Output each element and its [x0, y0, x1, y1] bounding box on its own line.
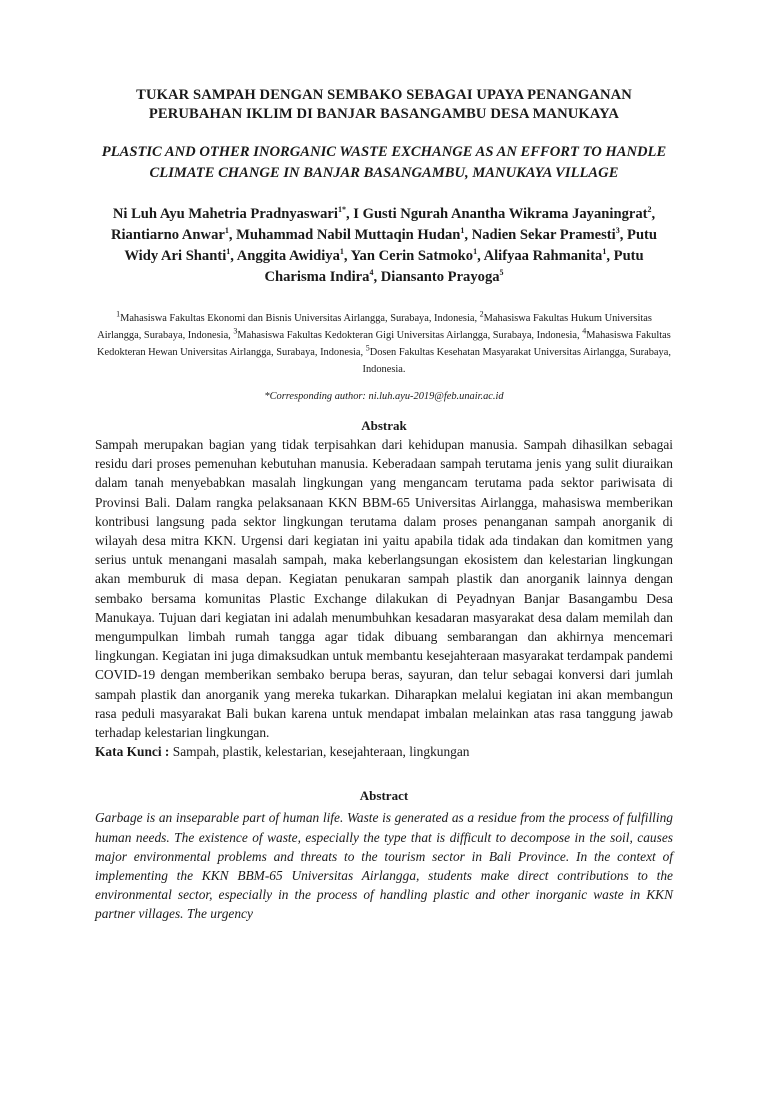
author-affiliation-mark: 1	[224, 226, 229, 236]
affiliation-mark: 3	[233, 326, 238, 336]
author-name: Muhammad Nabil Muttaqin Hudan	[236, 227, 461, 243]
author-name: Diansanto Prayoga	[380, 269, 500, 285]
abstract-heading-en: Abstract	[359, 788, 409, 804]
corresponding-author: *Corresponding author: ni.luh.ayu-2019@feb.unair.ac.id	[264, 391, 504, 402]
keywords-label: Kata Kunci :	[95, 744, 170, 760]
affiliation-mark: 1	[116, 309, 121, 319]
author-affiliation-mark: 4	[369, 268, 374, 278]
author-affiliation-mark: 1	[473, 247, 478, 257]
author-affiliation-mark: 1*	[337, 205, 346, 215]
author-name: Putu Charisma Indira	[264, 248, 644, 285]
paper-page	[0, 86, 768, 1110]
affiliation-text: Mahasiswa Fakultas Kedokteran Hewan Universitas Airlangga, Surabaya, Indonesia,	[97, 330, 671, 358]
affiliations	[95, 310, 673, 378]
author-affiliation-mark: 2	[647, 205, 652, 215]
title-indonesian: TUKAR SAMPAH DENGAN SEMBAKO SEBAGAI UPAYA PENANGANAN PERUBAHAN IKLIM DI BANJAR BASANGAMBU DESA MANUKAYA	[136, 87, 632, 122]
affiliation-text: Mahasiswa Fakultas Kedokteran Gigi Universitas Airlangga, Surabaya, Indonesia,	[237, 330, 583, 341]
affiliation-mark: 2	[479, 309, 484, 319]
author-name: I Gusti Ngurah Anantha Wikrama Jayaningrat	[353, 206, 648, 222]
author-name: Alifyaa Rahmanita	[483, 248, 603, 264]
affiliation-text: Dosen Fakultas Kesehatan Masyarakat Universitas Airlangga, Surabaya, Indonesia.	[362, 347, 671, 375]
affiliation-text: Mahasiswa Fakultas Ekonomi dan Bisnis Universitas Airlangga, Surabaya, Indonesia,	[120, 313, 480, 324]
affiliation-mark: 5	[365, 343, 370, 353]
author-name: Yan Cerin Satmoko	[350, 248, 474, 264]
author-affiliation-mark: 1	[602, 247, 607, 257]
abstract-body-id: Sampah merupakan bagian yang tidak terpisahkan dari kehidupan manusia. Sampah dihasilkan sebagai residu dari proses pemenuhan kebutuhan manusia. Keberadaan sampah terutama jenis yang sulit diuraikan dalam tanah menyebabkan masalah lingkungan yang mengancam terutama pada sektor pariwisata di Provinsi Bali. Dalam rangka pelaksanaan KKN BBM-65 Universitas Airlangga, mahasiswa memberikan kontribusi langsung pada sektor lingkungan terutama dalam proses penanganan sampah anorganik di wilayah desa mitra KKN. Urgensi dari kegiatan ini yaitu apabila tidak ada tindakan dan komitmen yang serius untuk menangani masalah sampah, maka keberlangsungan ekosistem dan kelestarian lingkungan akan memburuk di masa depan. Kegiatan penukaran sampah plastik dan anorganik lainnya dengan sembako bersama komunitas Plastic Exchange dilakukan di Peyadnyan Banjar Basangambu Desa Manukaya. Tujuan dari kegiatan ini adalah menumbuhkan kesadaran masyarakat desa dalam memilah dan mengumpulkan limbah rumah tangga agar tidak dibuang sembarangan dan akhirnya mencemari lingkungan. Kegiatan ini juga dimaksudkan untuk membantu kesejahteraan masyarakat terdampak pandemi COVID-19 dengan memberikan sembako berupa beras, sayuran, dan telur sebagai konversi dari jumlah sampah plastik dan anorganik yang mereka tukarkan. Diharapkan melalui kegiatan ini akan membangun rasa peduli masyarakat Bali bukan karena untuk mendapat imbalan melainkan atas rasa tanggung jawab terhadap kelestarian lingkungan.	[95, 437, 673, 741]
author-list: Ni Luh Ayu Mahetria Pradnyaswari$^{1*}$, I Gusti Ngurah Anantha Wikrama Jayaningrat$^2$, Riantiarno Anwar$^1$, Muhammad Nabil Muttaqin Hudan$^1$, Nadien Sekar Pramesti$^3$, Putu Widy Ari Shanti$^1$, Anggita Awidiya$^1$, Yan Cerin Satmoko$^1$, Alifyaa Rahmanita$^1$, Putu Charisma Indira$^4$, Diansanto Prayoga$^5$	[110, 205, 658, 285]
title-english: PLASTIC AND OTHER INORGANIC WASTE EXCHANGE AS AN EFFORT TO HANDLE CLIMATE CHANGE IN BANJAR BASANGAMBU, MANUKAYA VILLAGE	[101, 144, 667, 181]
keywords-list: Sampah, plastik, kelestarian, kesejahteraan, lingkungan	[169, 744, 470, 760]
author-name: Riantiarno Anwar	[110, 227, 225, 243]
author-affiliation-mark: 3	[615, 226, 620, 236]
affiliation-mark: 4	[582, 326, 587, 336]
keywords	[95, 742, 673, 761]
author-name: Anggita Awidiya	[236, 248, 340, 264]
author-affiliation-mark: 1	[460, 226, 465, 236]
author-affiliation-mark: 1	[226, 247, 231, 257]
author-name: Nadien Sekar Pramesti	[471, 227, 616, 243]
author-affiliation-mark: 1	[339, 247, 344, 257]
author-affiliation-mark: 5	[499, 268, 504, 278]
author-name: Putu Widy Ari Shanti	[124, 227, 658, 264]
abstract-body-en: Garbage is an inseparable part of human life. Waste is generated as a residue from the process of fulfilling human needs. The existence of waste, especially the type that is difficult to decompose in the soil, causes major environmental problems and threats to the tourism sector in Bali Province. In the context of implementing the KKN BBM-65 Universitas Airlangga, students make direct contributions to the environmental sector, especially in the process of handling plastic and other inorganic waste in KKN partner villages. The urgency	[95, 810, 673, 922]
abstract-heading-id: Abstrak	[361, 418, 407, 433]
author-name: Ni Luh Ayu Mahetria Pradnyaswari	[112, 206, 338, 222]
affiliation-text: Mahasiswa Fakultas Hukum Universitas Airlangga, Surabaya, Indonesia,	[97, 313, 652, 341]
